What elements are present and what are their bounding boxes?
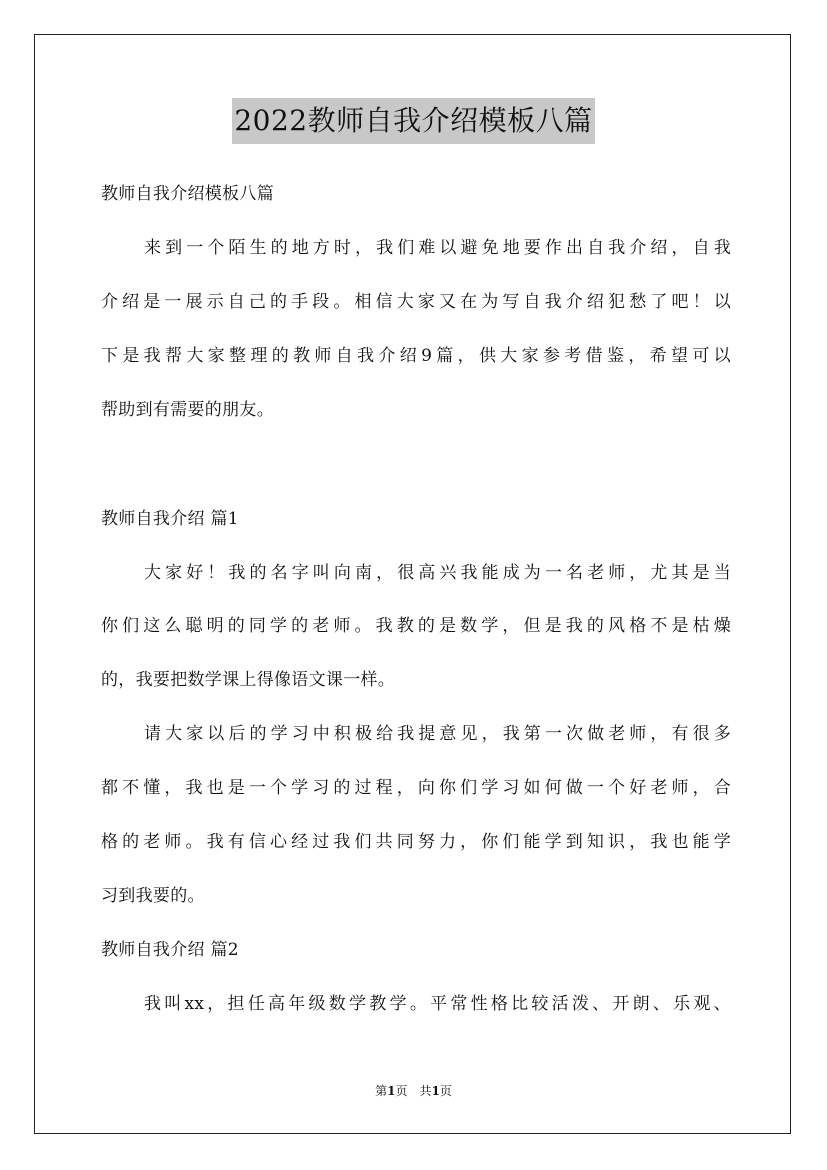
- paragraph-line: 的，我要把数学课上得像语文课一样。: [101, 670, 396, 690]
- paragraph-line: 习到我要的。: [101, 886, 205, 906]
- document-title: 2022教师自我介绍模板八篇: [232, 98, 594, 144]
- paragraph-line: 我叫xx，担任高年级数学教学。平常性格比较活泼、开朗、乐观、: [144, 994, 731, 1014]
- intro-line: 帮助到有需要的朋友。: [101, 400, 274, 420]
- intro-line: 来到一个陌生的地方时，我们难以避免地要作出自我介绍，自我: [144, 238, 731, 258]
- section-heading-2: 教师自我介绍 篇2: [101, 940, 239, 960]
- intro-line: 下是我帮大家整理的教师自我介绍9篇，供大家参考借鉴，希望可以: [101, 346, 731, 366]
- footer-page-number: 1: [387, 1084, 396, 1098]
- footer-total-pages: 1: [431, 1084, 440, 1098]
- document-subtitle: 教师自我介绍模板八篇: [101, 184, 274, 204]
- title-container: [0, 98, 827, 144]
- paragraph-line: 请大家以后的学习中积极给我提意见，我第一次做老师，有很多: [144, 724, 731, 744]
- footer-prefix: 第: [375, 1084, 388, 1098]
- intro-line: 介绍是一展示自己的手段。相信大家又在为写自我介绍犯愁了吧！以: [101, 292, 731, 312]
- paragraph-line: 大家好！我的名字叫向南，很高兴我能成为一名老师，尤其是当: [144, 563, 731, 583]
- footer-middle: 页 共: [395, 1084, 432, 1098]
- paragraph-line: 格的老师。我有信心经过我们共同努力，你们能学到知识，我也能学: [101, 832, 731, 852]
- section-heading-1: 教师自我介绍 篇1: [101, 509, 239, 529]
- paragraph-line: 都不懂，我也是一个学习的过程，向你们学习如何做一个好老师，合: [101, 778, 731, 798]
- page-footer: [0, 1083, 827, 1099]
- footer-suffix: 页: [439, 1084, 452, 1098]
- paragraph-line: 你们这么聪明的同学的老师。我教的是数学，但是我的风格不是枯燥: [101, 616, 731, 636]
